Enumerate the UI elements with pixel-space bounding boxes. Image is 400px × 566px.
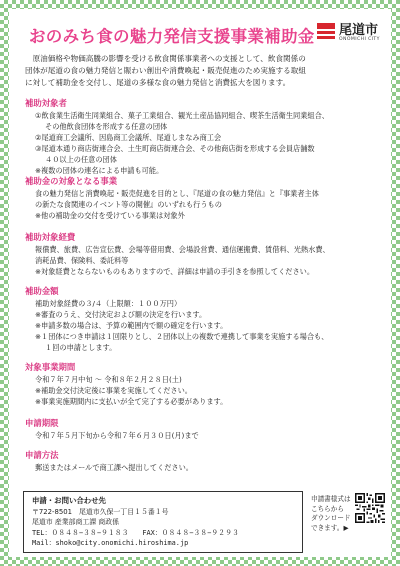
section-heading: 補助対象者 bbox=[25, 98, 67, 108]
section-heading: 対象事業期間 bbox=[25, 362, 76, 372]
section-heading: 申請方法 bbox=[25, 450, 59, 460]
section-line: ４０以上の任意の団体 bbox=[45, 155, 117, 164]
city-logo bbox=[317, 19, 379, 49]
intro-line: 団体が尾道の食の魅力発信と賑わい創出や消費喚起・販売促進のため実施する取組 bbox=[25, 65, 306, 75]
section-method bbox=[25, 449, 375, 473]
section-line: ①飲食業生活衛生同業組合、菓子工業組合、観光土産品協同組合、喫茶生活衛生同業組合、 bbox=[35, 111, 329, 120]
section-line: ※対象経費とならないものもありますので、詳細は申請の手引きを参照してください。 bbox=[35, 267, 315, 276]
section-deadline bbox=[25, 417, 375, 441]
header bbox=[9, 9, 391, 57]
section-line: ②尾道商工会議所、因島商工会議所、尾道しまなみ商工会 bbox=[35, 133, 222, 142]
section-line: 消耗品費、保険料、委託料等 bbox=[35, 256, 129, 265]
section-heading: 申請期限 bbox=[25, 418, 59, 428]
city-emblem-icon bbox=[317, 22, 335, 40]
section-line: ※１団体につき申請は１回限りとし、２団体以上の複数で連携して事業を実施する場合も、 bbox=[35, 332, 329, 341]
section-body bbox=[25, 298, 375, 353]
section-line: 補助対象経費の３/４（上限額：１００万円） bbox=[35, 299, 182, 308]
download-line: 申請書様式は bbox=[311, 495, 351, 503]
section-line: ※補助金交付決定後に事業を実施してください。 bbox=[35, 386, 192, 395]
logo-subtitle: ONOMICHI CITY bbox=[339, 37, 380, 42]
section-line: ※複数の団体の連名による申請も可能。 bbox=[35, 166, 164, 175]
contact-address: 〒722-8501 尾道市久保一丁目１５番１号 bbox=[32, 507, 169, 516]
section-period bbox=[25, 361, 375, 407]
section-line: ※申請多数の場合は、予算の範囲内で額の確定を行います。 bbox=[35, 321, 228, 330]
download-line: ダウンロード bbox=[311, 514, 351, 523]
section-line: ※審査のうえ、交付決定および額の決定を行います。 bbox=[35, 310, 207, 319]
arrow-right-icon: ▶ bbox=[343, 523, 349, 532]
section-heading: 補助金の対象となる事業 bbox=[25, 176, 118, 186]
section-heading: 補助金額 bbox=[25, 286, 59, 296]
contact-heading: 申請・お問い合わせ先 bbox=[32, 496, 106, 505]
section-body bbox=[25, 110, 375, 176]
contact-email-link[interactable]: Mail：shoko@city.onomichi.hiroshima.jp bbox=[32, 539, 189, 547]
section-body bbox=[25, 188, 375, 221]
section-line: 報償費、旅費、広告宣伝費、会場等借用費、会場設営費、通信運搬費、賃借料、光熱水費、 bbox=[35, 245, 330, 254]
contact-department: 尾道市 産業部商工課 商政係 bbox=[32, 518, 120, 526]
section-body bbox=[25, 430, 375, 441]
section-line: 食の魅力発信と消費喚起・販売促進を目的とし、『尾道の食の魅力発信』と『事業者主体 bbox=[35, 189, 319, 198]
section-line: その他飲食団体を形成する任意の団体 bbox=[45, 122, 168, 131]
section-line: 令和７年５月下旬から令和７年６月３０日(月)まで bbox=[35, 431, 199, 440]
section-line: ③尾道本通り商店街連合会、土生町商店街連合会、その他商店街を形成する会員店舗数 bbox=[35, 144, 315, 153]
intro-line: に対して補助金を交付し、尾道の多様な食の魅力発信と消費拡大を図ります。 bbox=[25, 77, 291, 87]
logo-name: 尾道市 bbox=[339, 23, 379, 38]
section-amount bbox=[25, 285, 375, 353]
section-line: 令和７年７月中旬 〜 令和８年２月２８日(土) bbox=[35, 375, 182, 384]
download-line bbox=[311, 524, 355, 534]
intro-text bbox=[25, 53, 370, 88]
contact-box bbox=[23, 491, 303, 553]
download-line-text: できます。 bbox=[311, 523, 344, 532]
download-line: こちらから bbox=[311, 504, 344, 513]
section-line: の新たな食関連のイベント等の開催』のいずれも行うもの bbox=[35, 200, 222, 209]
section-line: ※事業実施期間内に支払いが全て完了する必要があります。 bbox=[35, 397, 228, 406]
qr-code-icon[interactable] bbox=[355, 493, 385, 523]
flyer bbox=[9, 9, 391, 557]
section-line: １回の申請とします。 bbox=[45, 343, 117, 352]
section-expenses bbox=[25, 231, 375, 277]
section-projects bbox=[25, 175, 375, 221]
section-line: 郵送またはメールで商工課へ提出してください。 bbox=[35, 463, 193, 472]
section-body bbox=[25, 244, 375, 277]
contact-phone: TEL：０８４８−３８−９１８３ FAX：０８４８−３８−９２９３ bbox=[32, 528, 239, 537]
section-body bbox=[25, 462, 375, 473]
section-body bbox=[25, 374, 375, 407]
section-targets bbox=[25, 97, 375, 176]
intro-line: 原油価格や物価高騰の影響を受ける飲食関係事業者への支援として、飲食関係の bbox=[32, 54, 306, 63]
page-title: おのみち食の魅力発信支援事業補助金 bbox=[29, 27, 315, 46]
download-note bbox=[311, 495, 355, 533]
section-heading: 補助対象経費 bbox=[25, 232, 76, 242]
section-line: ※他の補助金の交付を受けている事業は対象外 bbox=[35, 211, 185, 220]
